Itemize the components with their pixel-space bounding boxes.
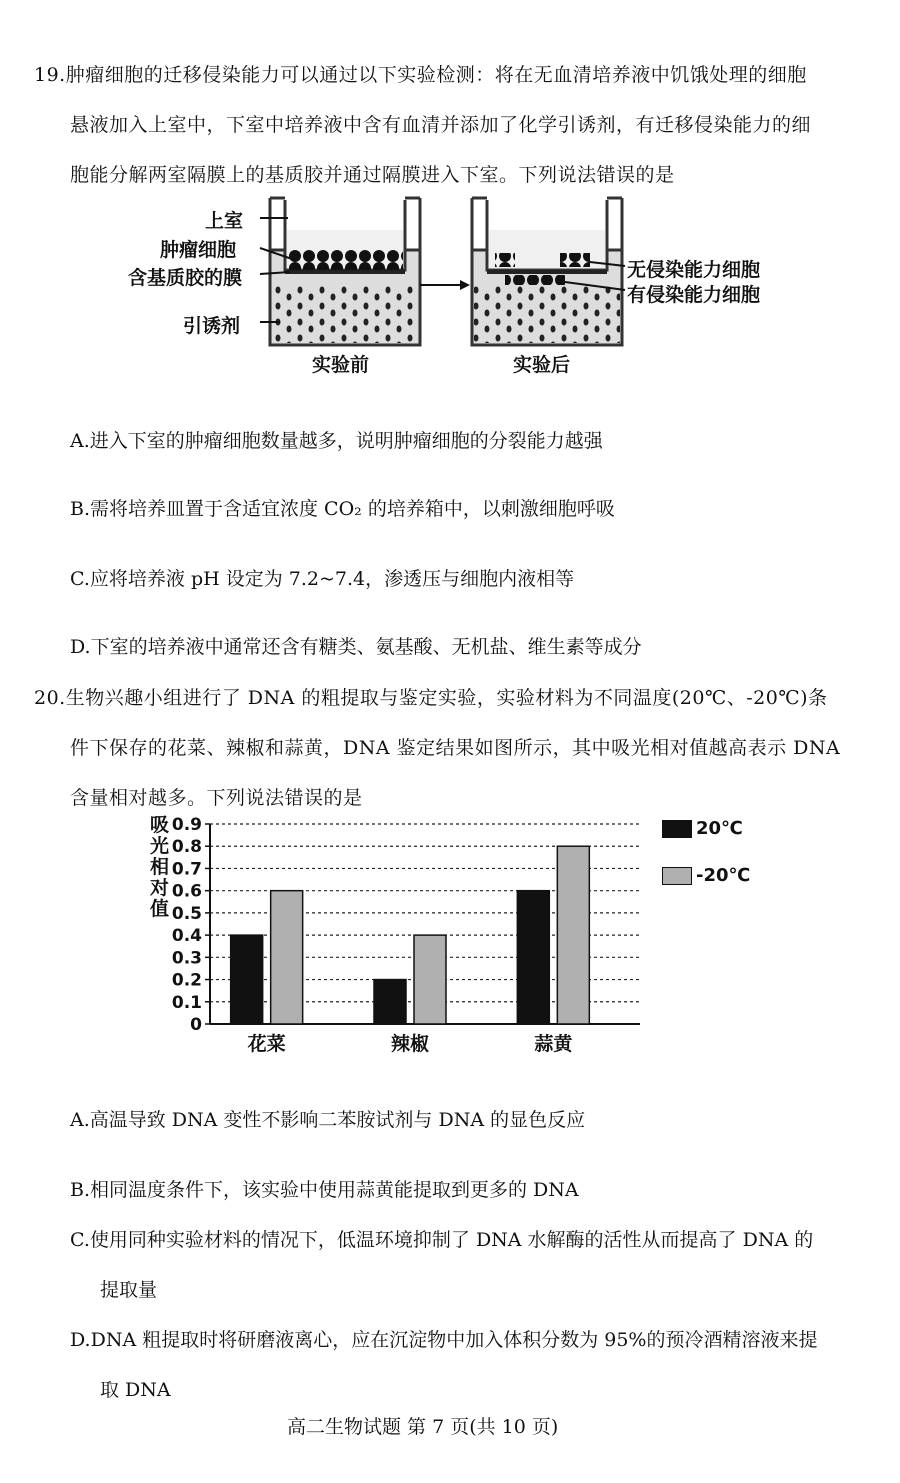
label-upper-chamber: 上室 xyxy=(205,210,244,232)
legend-label-20c: 20℃ xyxy=(696,818,743,839)
x-category-label: 蒜黄 xyxy=(534,1033,573,1055)
x-category-label: 辣椒 xyxy=(390,1033,430,1055)
y-tick-label: 0.4 xyxy=(171,926,202,947)
q19-stem-line3: 胞能分解两室隔膜上的基质胶并通过隔膜进入下室。下列说法错误的是 xyxy=(70,164,675,186)
q20-option-d-line1: D.DNA 粗提取时将研磨液离心，应在沉淀物中加入体积分数为 95%的预冷酒精溶液来提 xyxy=(70,1329,818,1351)
q20-option-b: B.相同温度条件下，该实验中使用蒜黄能提取到更多的 DNA xyxy=(70,1179,579,1201)
dna-absorbance-chart xyxy=(170,810,650,1060)
q19-stem-line1: 19.肿瘤细胞的迁移侵染能力可以通过以下实验检测：将在无血清培养液中饥饿处理的细胞 xyxy=(34,64,807,86)
q20-option-a: A.高温导致 DNA 变性不影响二苯胺试剂与 DNA 的显色反应 xyxy=(70,1109,586,1131)
bar xyxy=(414,935,446,1024)
q20-stem-line2: 件下保存的花菜、辣椒和蒜黄，DNA 鉴定结果如图所示，其中吸光相对值越高表示 DNA xyxy=(70,737,841,759)
legend xyxy=(662,815,782,895)
q19-stem-line2: 悬液加入上室中，下室中培养液中含有血清并添加了化学引诱剂，有迁移侵染能力的细 xyxy=(70,114,812,136)
q20-stem-line1: 20.生物兴趣小组进行了 DNA 的粗提取与鉴定实验，实验材料为不同温度(20℃、-20℃)条 xyxy=(34,687,828,709)
bar xyxy=(517,891,549,1024)
well-before xyxy=(270,198,420,345)
legend-swatch-20c xyxy=(662,820,692,838)
bar xyxy=(231,935,263,1024)
y-tick-label: 0 xyxy=(190,1015,202,1035)
q20-option-c-line2: 提取量 xyxy=(100,1279,158,1301)
label-tumor-cells: 肿瘤细胞 xyxy=(160,239,237,261)
legend-label-minus20c: -20℃ xyxy=(696,865,751,886)
absorbance-ylabel: 吸光相对值 xyxy=(150,814,170,920)
legend-swatch-minus20c xyxy=(662,867,692,885)
y-tick-label: 0.9 xyxy=(171,815,202,835)
y-tick-label: 0.5 xyxy=(171,903,202,924)
y-tick-label: 0.3 xyxy=(171,948,202,969)
y-tick-label: 0.7 xyxy=(171,859,202,880)
page-footer: 高二生物试题 第 7 页(共 10 页) xyxy=(287,1416,559,1438)
label-noninvasive-cells: 无侵染能力细胞 xyxy=(627,259,761,281)
q20-option-d-line2: 取 DNA xyxy=(100,1379,171,1401)
q20-stem-line3: 含量相对越多。下列说法错误的是 xyxy=(70,787,363,809)
bar xyxy=(374,980,406,1024)
y-tick-label: 0.1 xyxy=(171,992,202,1013)
y-tick-label: 0.2 xyxy=(171,970,202,991)
label-attractant: 引诱剂 xyxy=(183,315,241,337)
q19-option-a: A.进入下室的肿瘤细胞数量越多，说明肿瘤细胞的分裂能力越强 xyxy=(70,430,603,452)
y-tick-label: 0.6 xyxy=(171,881,202,902)
bar xyxy=(557,846,589,1024)
q19-option-d: D.下室的培养液中通常还含有糖类、氨基酸、无机盐、维生素等成分 xyxy=(70,636,642,658)
q19-option-c: C.应将培养液 pH 设定为 7.2~7.4，渗透压与细胞内液相等 xyxy=(70,568,575,590)
q19-option-b: B.需将培养皿置于含适宜浓度 CO₂ 的培养箱中，以刺激细胞呼吸 xyxy=(70,498,615,520)
label-invasive-cells: 有侵染能力细胞 xyxy=(627,284,761,306)
bar xyxy=(271,891,303,1024)
caption-before: 实验前 xyxy=(312,354,370,376)
label-membrane: 含基质胶的膜 xyxy=(128,267,243,289)
x-category-label: 花菜 xyxy=(247,1033,286,1055)
caption-after: 实验后 xyxy=(513,354,571,376)
y-tick-label: 0.8 xyxy=(171,837,202,858)
well-after xyxy=(472,198,622,345)
q20-option-c-line1: C.使用同种实验材料的情况下，低温环境抑制了 DNA 水解酶的活性从而提高了 DNA 的 xyxy=(70,1229,814,1251)
